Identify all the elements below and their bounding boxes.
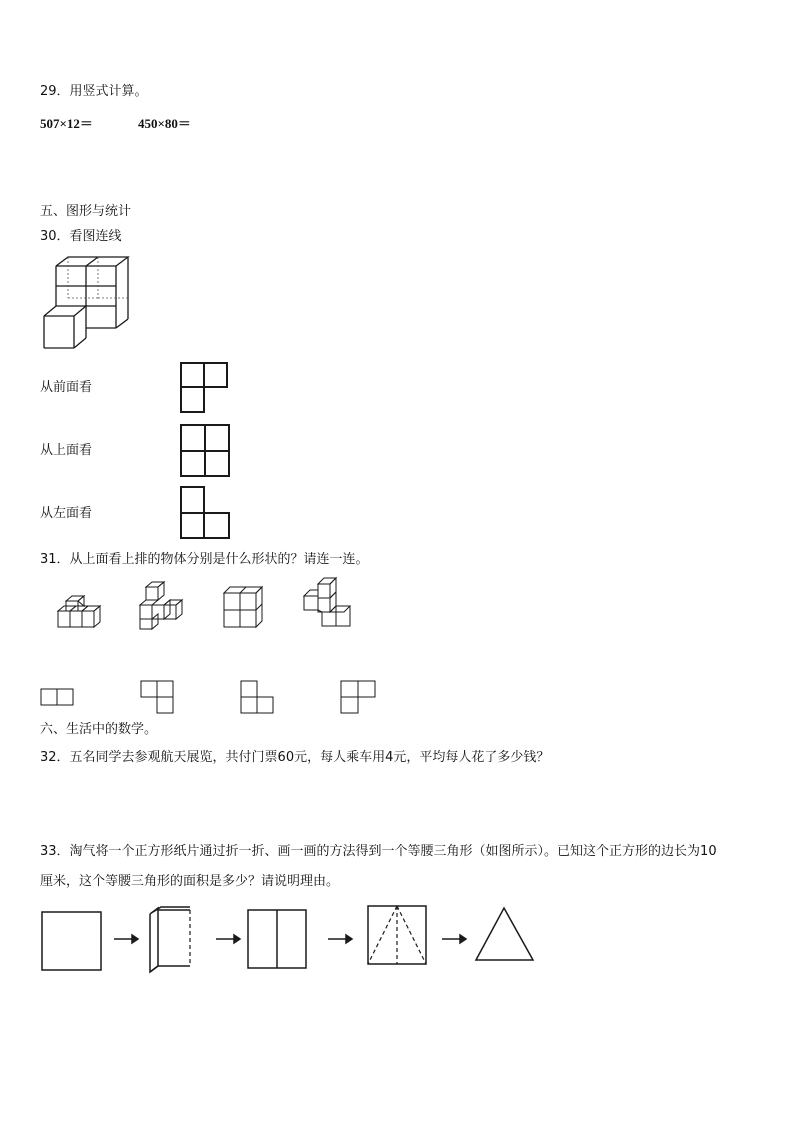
q30-view-shape-left [180,486,232,540]
q31-shape-1 [40,688,76,708]
q30-view-shape-front [180,362,230,414]
q33-step-folding [150,908,158,972]
q31-shape-3 [240,680,276,716]
q30-cube-figure [36,254,136,354]
q31-shape-4 [340,680,378,716]
q33-line-1: 33．淘气将一个正方形纸片通过折一折、画一画的方法得到一个等腰三角形（如图所示）。已知这个正方形的边长为10 [40,844,717,859]
section-5-title: 五、图形与统计 [40,204,132,219]
q33-step-square [42,912,101,970]
q31-object-1 [56,592,106,632]
q30-view-label-front: 从前面看 [40,380,93,395]
section-6-title: 六、生活中的数学。 [40,722,158,737]
q30-view-shape-top [180,424,232,478]
q29-title: 29．用竖式计算。 [40,84,148,99]
q30-title: 30．看图连线 [40,229,122,244]
q32-title: 32．五名同学去参观航天展览，共付门票60元，每人乘车用4元，平均每人花了多少钱？ [40,750,550,765]
q31-object-2 [136,580,186,632]
q29-expression-2: 450×80＝ [138,116,191,131]
q30-view-label-left: 从左面看 [40,506,93,521]
q31-object-3 [220,584,268,630]
q33-line-2: 厘米，这个等腰三角形的面积是多少？请说明理由。 [40,874,340,889]
q31-title: 31．从上面看上排的物体分别是什么形状的？请连一连。 [40,552,369,567]
q31-object-4 [300,576,354,630]
q33-step-isosceles-triangle [476,908,533,960]
q33-folding-diagram [40,902,540,974]
q31-shape-2 [140,680,176,716]
q30-view-label-top: 从上面看 [40,443,93,458]
q29-expression-1: 507×12＝ [40,116,93,131]
